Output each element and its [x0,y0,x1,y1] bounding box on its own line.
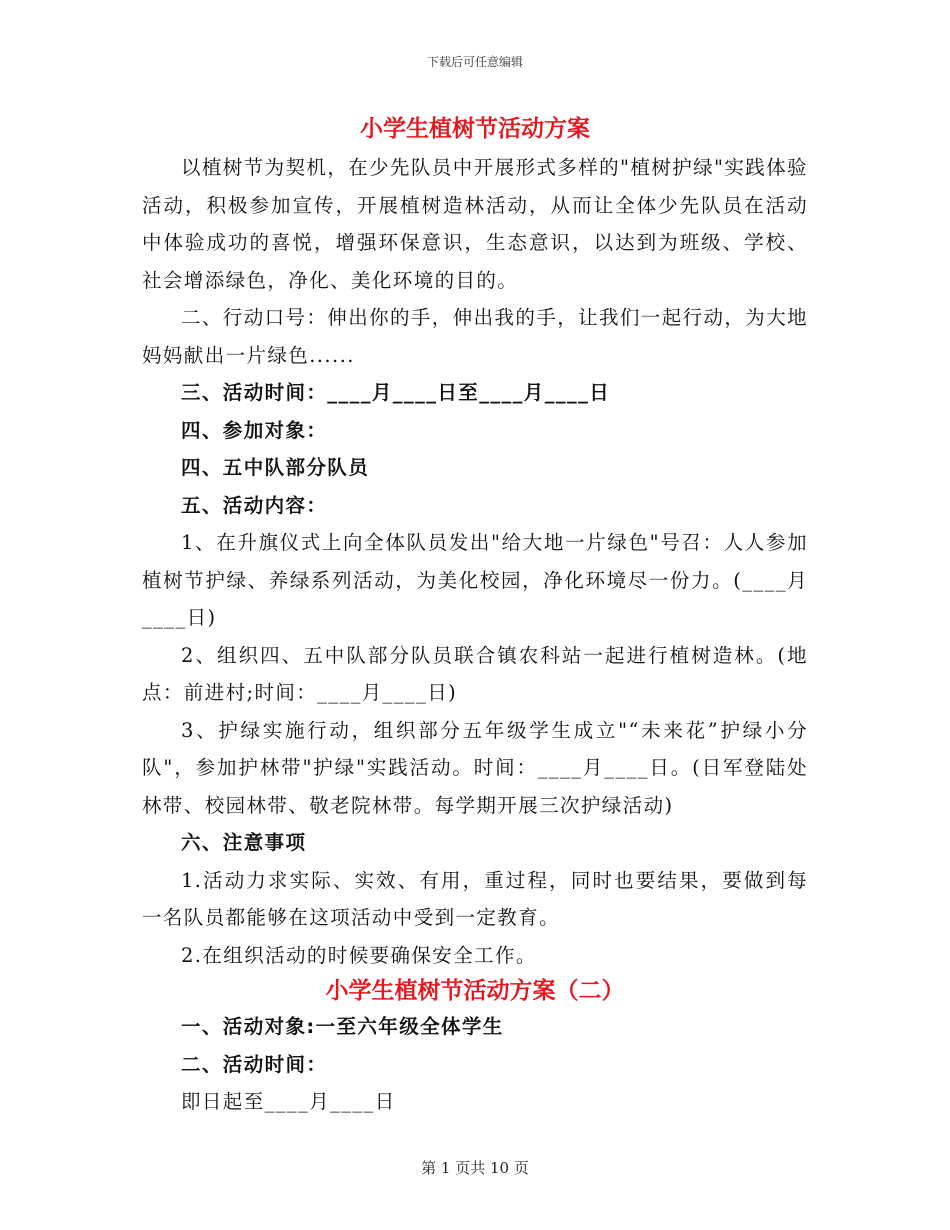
document-content [142,112,808,1121]
heading-activity-time-2: 二、活动时间： [181,1052,328,1076]
heading-activity-content: 五、活动内容： [181,493,328,517]
content-item-1: 1、在升旗仪式上向全体队员发出"给大地一片绿色"号召：人人参加植树节护绿、养绿系列活动，为美化校园，净化环境尽一份力。(____月____日) [142,531,808,629]
page-header: 下载后可任意编辑 [426,55,523,69]
page-footer: 第 1 页共 10 页 [421,1159,529,1177]
content-item-3: 3、护绿实施行动，组织部分五年级学生成立"“未来花”护绿小分队"，参加护林带"护绿"实践活动。时间：____月____日。(日军登陆处林带、校园林带、敬老院林带。每学期开展三次护绿活动) [142,718,808,817]
note-item-2: 2.在组织活动的时候要确保安全工作。 [181,943,537,967]
heading-notes: 六、注意事项 [181,831,307,854]
document-title-2: 小学生植树节活动方案（二） [325,978,625,1004]
document-title: 小学生植树节活动方案 [360,116,590,142]
heading-target-audience: 一、活动对象:一至六年级全体学生 [181,1015,504,1038]
paragraph-slogan: 二、行动口号：伸出你的手，伸出我的手，让我们一起行动，为大地妈妈献出一片绿色...... [142,306,809,367]
activity-time-value: 即日起至____月____日 [181,1090,396,1113]
participants-value: 四、五中队部分队员 [181,456,370,479]
note-item-1: 1.活动力求实际、实效、有用，重过程，同时也要结果，要做到每一名队员都能够在这项活动中受到一定教育。 [142,868,808,929]
content-item-2: 2、组织四、五中队部分队员联合镇农科站一起进行植树造林。(地点：前进村;时间：____月____日) [142,643,808,704]
paragraph-intro: 以植树节为契机，在少先队员中开展形式多样的"植树护绿"实践体验活动，积极参加宣传，开展植树造林活动，从而让全体少先队员在活动中体验成功的喜悦，增强环保意识，生态意识，以达到为班级、学校、社会增添绿色，净化、美化环境的目的。 [142,156,808,292]
heading-activity-time: 三、活动时间：____月____日至____月____日 [181,381,611,404]
heading-participants: 四、参加对象： [181,418,328,442]
